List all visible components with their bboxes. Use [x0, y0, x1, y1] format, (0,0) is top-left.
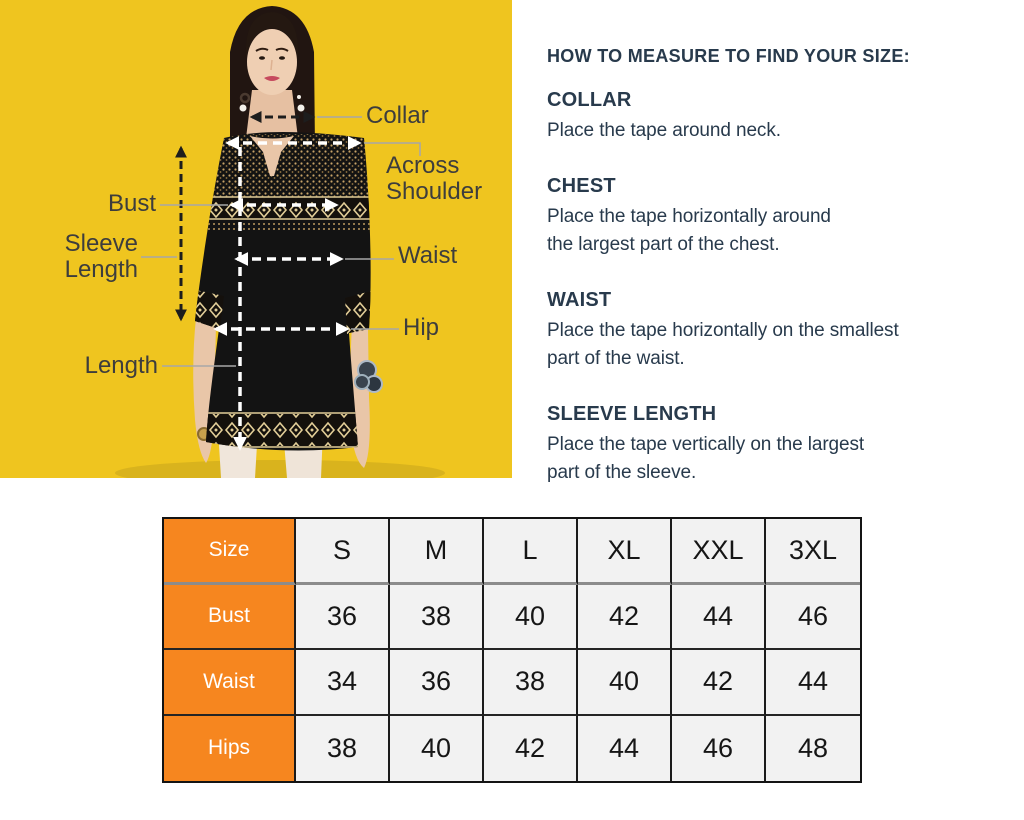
bust-value: 40 — [484, 585, 578, 651]
how-to-measure-title: HOW TO MEASURE TO FIND YOUR SIZE: — [547, 46, 910, 66]
waist-row-header: Waist — [164, 650, 296, 716]
instruction-section-sleeve-length — [547, 403, 979, 487]
waist-value: 34 — [296, 650, 390, 716]
hips-value: 48 — [797, 732, 829, 763]
hips-value: 46 — [672, 716, 766, 782]
collar-section-heading: COLLAR — [547, 89, 632, 111]
bust-value: 46 — [766, 585, 860, 651]
hips-value: 44 — [578, 716, 672, 782]
how-to-measure-panel — [547, 46, 979, 517]
measurement-diagram-panel — [0, 0, 512, 478]
size-chart-table — [162, 517, 862, 783]
chest-section-heading: CHEST — [547, 175, 616, 197]
neck — [246, 90, 298, 138]
waist-value: 38 — [484, 650, 578, 716]
instruction-section-waist — [547, 289, 979, 373]
hips-value: 38 — [296, 716, 390, 782]
hips-row-header: Hips — [164, 716, 296, 782]
waist-value: 36 — [390, 650, 484, 716]
size-column-header: XXL — [672, 519, 766, 585]
waist-value: 40 — [578, 650, 672, 716]
collar-section-text: Place the tape around neck. — [547, 120, 781, 141]
length-label: Length — [84, 352, 158, 379]
size-column-header: S — [296, 519, 390, 585]
hip-label: Hip — [403, 314, 440, 341]
chest-section-text: Place the tape horizontally around the largest part of the chest. — [547, 206, 831, 255]
waist-value: 42 — [672, 650, 766, 716]
sleeve-length-section-text: Place the tape vertically on the largest part of the sleeve. — [547, 434, 865, 483]
bust-row-header: Bust — [164, 585, 296, 651]
instruction-section-chest — [547, 175, 979, 259]
waist-section-text: Place the tape horizontally on the smallest part of the waist. — [547, 320, 899, 369]
hips-value: 42 — [484, 716, 578, 782]
waist-section-heading: WAIST — [547, 289, 612, 311]
size-column-header: M — [390, 519, 484, 585]
waist-value: 44 — [766, 650, 860, 716]
bust-value: 42 — [578, 585, 672, 651]
across-shoulder-label: Across Shoulder — [386, 152, 483, 205]
waist-label: Waist — [398, 242, 458, 269]
size-column-header: 3XL — [766, 519, 860, 585]
size-column-header: XL — [578, 519, 672, 585]
bust-value: 38 — [390, 585, 484, 651]
hips-value: 40 — [390, 716, 484, 782]
sleeve-length-section-heading: SLEEVE LENGTH — [547, 403, 717, 425]
bust-value: 36 — [296, 585, 390, 651]
bust-label: Bust — [107, 190, 156, 217]
bust-value: 44 — [672, 585, 766, 651]
size-chart-corner-cell: Size — [164, 519, 296, 585]
sleeve-length-label: Sleeve Length — [64, 230, 138, 283]
size-column-header: L — [484, 519, 578, 585]
instruction-section-collar — [547, 89, 979, 145]
collar-label: Collar — [366, 102, 429, 129]
